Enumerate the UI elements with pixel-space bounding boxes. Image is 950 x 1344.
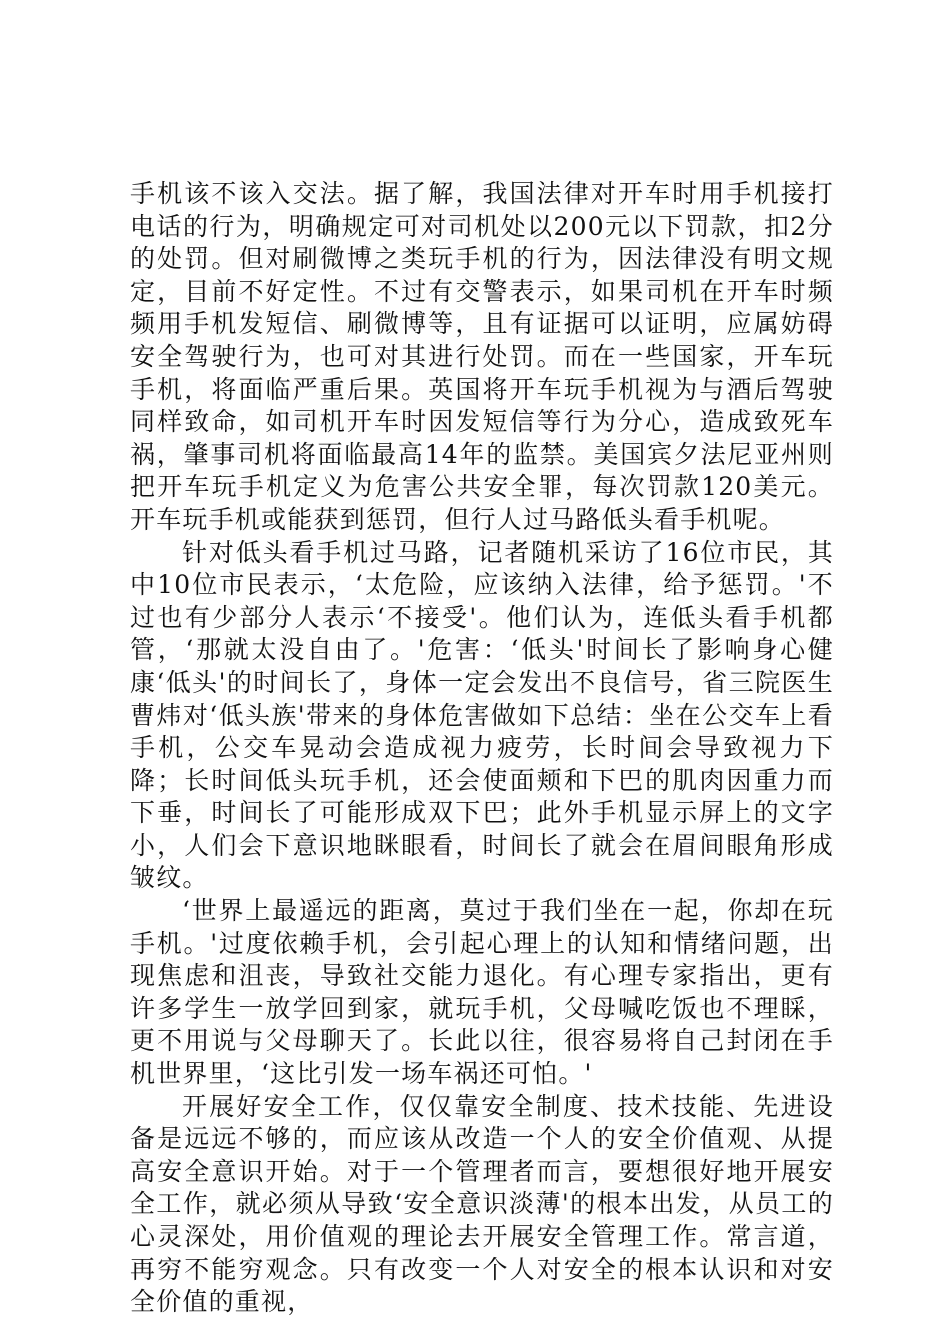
paragraph-3: ‘世界上最遥远的距离，莫过于我们坐在一起，你却在玩手机。'过度依赖手机，会引起心理上的认知和情绪问题，出现焦虑和沮丧，导致社交能力退化。有心理专家指出，更有许多学生一放学回到家，就玩手机，父母喊吃饭也不理睬，更不用说与父母聊天了。长此以往，很容易将自己封闭在手机世界里，‘这比引发一场车祸还可怕。' — [130, 896, 834, 1089]
paragraph-4: 开展好安全工作，仅仅靠安全制度、技术技能、先进设备是远远不够的，而应该从改造一个人的安全价值观、从提高安全意识开始。对于一个管理者而言，要想很好地开展安全工作，就必须从导致‘安全意识淡薄'的根本出发，从员工的心灵深处，用价值观的理论去开展安全管理工作。常言道，再穷不能穷观念。只有改变一个人对安全的根本认识和对安全价值的重视， — [130, 1091, 834, 1317]
body-text — [130, 178, 834, 1319]
paragraph-1: 手机该不该入交法。据了解，我国法律对开车时用手机接打电话的行为，明确规定可对司机处以200元以下罚款，扣2分的处罚。但对刷微博之类玩手机的行为，因法律没有明文规定，目前不好定性。不过有交警表示，如果司机在开车时频频用手机发短信、刷微博等，且有证据可以证明，应属妨碍安全驾驶行为，也可对其进行处罚。而在一些国家，开车玩手机，将面临严重后果。英国将开车玩手机视为与酒后驾驶同样致命，如司机开车时因发短信等行为分心，造成致死车祸，肇事司机将面临最高14年的监禁。美国宾夕法尼亚州则把开车玩手机定义为危害公共安全罪，每次罚款120美元。开车玩手机或能获到惩罚，但行人过马路低头看手机呢。 — [130, 179, 834, 534]
paragraph-2: 针对低头看手机过马路，记者随机采访了16位市民，其中10位市民表示，‘太危险，应该纳入法律，给予惩罚。'不过也有少部分人表示‘不接受'。他们认为，连低头看手机都管，‘那就太没自由了。'危害：‘低头'时间长了影响身心健康‘低头'的时间长了，身体一定会发出不良信号，省三院医生曹炜对‘低头族'带来的身体危害做如下总结：坐在公交车上看手机，公交车晃动会造成视力疲劳，长时间会导致视力下降；长时间低头玩手机，还会使面颊和下巴的肌肉因重力而下垂，时间长了可能形成双下巴；此外手机显示屏上的文字小，人们会下意识地眯眼看，时间长了就会在眉间眼角形成皱纹。 — [130, 537, 834, 893]
